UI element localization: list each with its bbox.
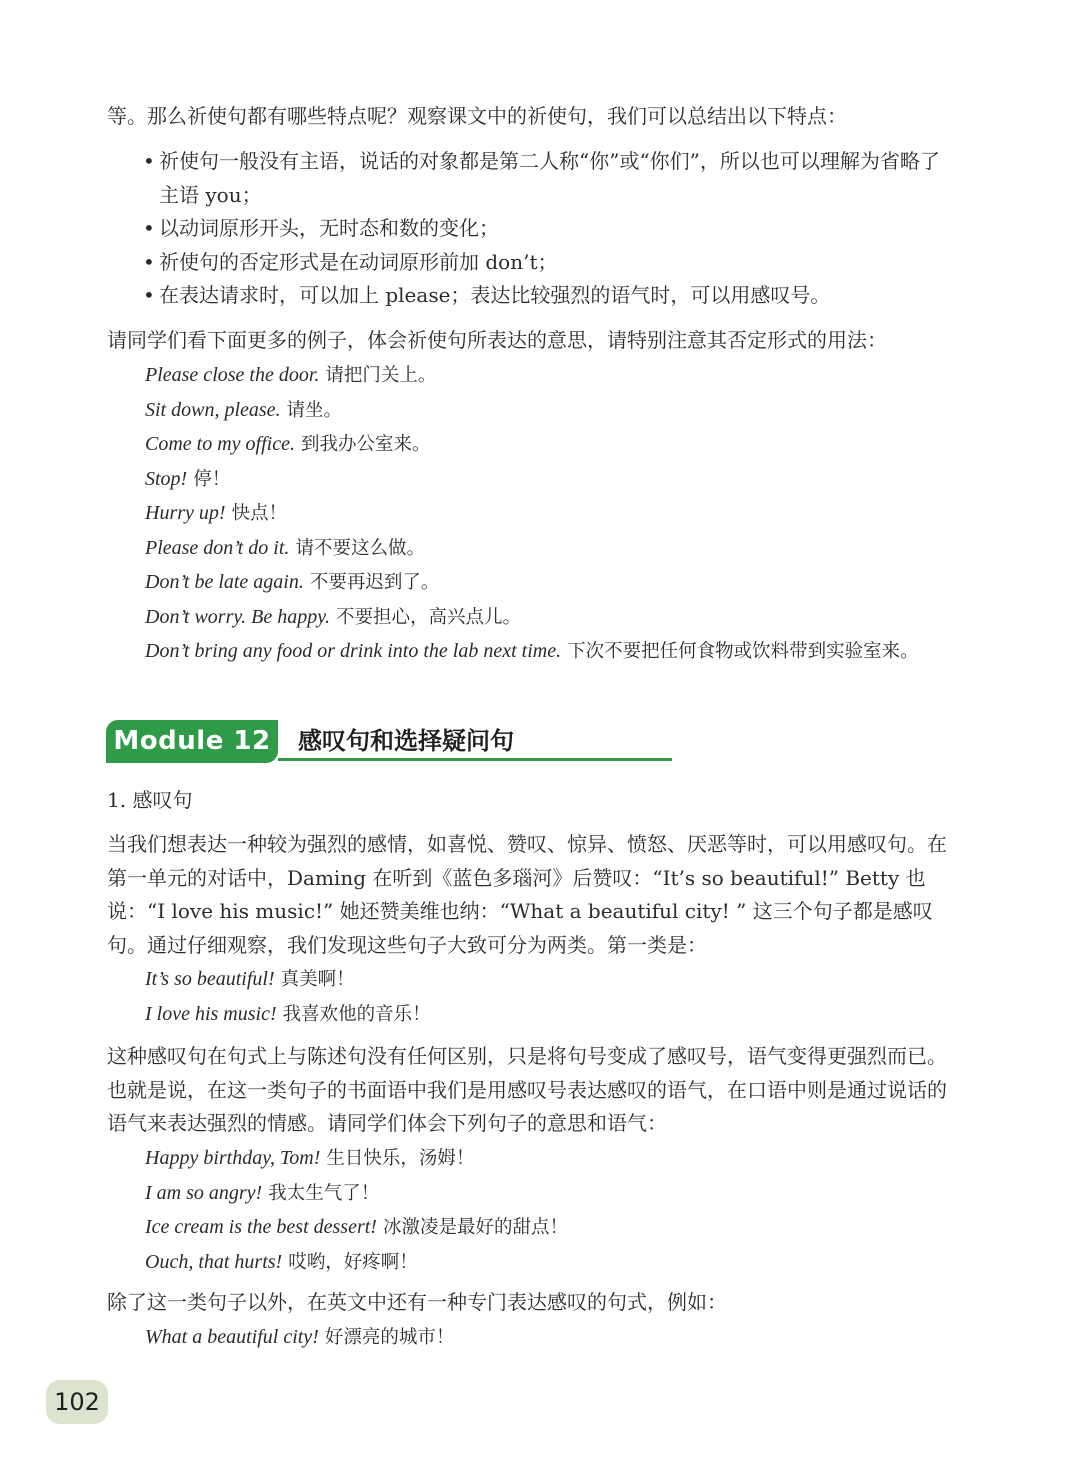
type1-example-list <box>145 962 955 1031</box>
example-item <box>145 427 955 462</box>
example-zh: 快点！ <box>231 503 288 524</box>
example-en: Happy birthday, Tom! <box>145 1147 321 1169</box>
example-zh: 生日快乐，汤姆！ <box>326 1148 475 1169</box>
example-item <box>145 634 955 669</box>
type1-more-example-list <box>145 1141 955 1279</box>
example-item <box>145 462 955 497</box>
example-en: Sit down, please. <box>145 398 281 421</box>
example-item <box>145 1176 955 1211</box>
example-zh: 我太生气了！ <box>268 1182 380 1204</box>
example-item <box>145 1210 955 1245</box>
example-en: Don’t bring any food or drink into the lab next time. <box>145 640 562 662</box>
example-en: Hurry up! <box>145 502 226 524</box>
type1-explanation: 这种感叹句在句式上与陈述句没有任何区别，只是将句号变成了感叹号，语气变得更强烈而已。也就是说，在这一类句子的书面语中我们是用感叹号表达感叹的语气，在口语中则是通过说话的语气来表达强烈的情感。请同学们体会下列句子的意思和语气： <box>107 1044 947 1135</box>
example-zh: 好漂亮的城市！ <box>324 1327 455 1348</box>
page-number: 102 <box>46 1380 108 1424</box>
example-en: I am so angry! <box>145 1181 263 1204</box>
example-en: Ouch, that hurts! <box>145 1250 283 1273</box>
example-zh: 请不要这么做。 <box>295 537 425 559</box>
feature-item: • 祈使句一般没有主语，说话的对象都是第二人称“你”或“你们”，所以也可以理解为省略了主语 you； <box>143 145 953 212</box>
type2-intro: 除了这一类句子以外，在英文中还有一种专门表达感叹的句式，例如： <box>107 1290 727 1314</box>
example-item <box>145 565 955 600</box>
example-zh: 不要再迟到了。 <box>309 572 440 593</box>
feature-item: • 以动词原形开头，无时态和数的变化； <box>143 212 953 246</box>
examples-intro: 请同学们看下面更多的例子，体会祈使句所表达的意思，请特别注意其否定形式的用法： <box>107 328 887 352</box>
example-item <box>145 496 955 531</box>
example-en: Please close the door. <box>145 364 320 386</box>
example-item <box>145 962 955 997</box>
type2-example-list <box>145 1320 955 1355</box>
example-en: It’s so beautiful! <box>145 968 275 990</box>
section-heading: 1. 感叹句 <box>107 788 193 812</box>
feature-item: • 在表达请求时，可以加上 please；表达比较强烈的语气时，可以用感叹号。 <box>143 279 953 313</box>
example-zh: 我喜欢他的音乐！ <box>282 1003 431 1025</box>
example-en: Please don’t do it. <box>145 536 290 559</box>
example-item <box>145 1245 955 1280</box>
feature-item: • 祈使句的否定形式是在动词原形前加 don’t； <box>143 246 953 280</box>
intro-line: 等。那么祈使句都有哪些特点呢？观察课文中的祈使句，我们可以总结出以下特点： <box>107 104 847 128</box>
example-en: What a beautiful city! <box>145 1326 319 1348</box>
example-item <box>145 600 955 635</box>
example-item <box>145 997 955 1032</box>
example-zh: 真美啊！ <box>280 969 355 990</box>
imperative-example-list <box>145 358 955 669</box>
example-item <box>145 358 955 393</box>
example-zh: 不要担心，高兴点儿。 <box>336 606 522 628</box>
section1-paragraph: 当我们想表达一种较为强烈的感情，如喜悦、赞叹、惊异、愤怒、厌恶等时，可以用感叹句。在第一单元的对话中，Daming 在听到《蓝色多瑙河》后赞叹：“It’s so beautiful!” Betty 也说：“I love his music!” 她还赞美维也纳：“What a beautiful city! ” 这三个句子都是感叹句。通过仔细观察，我们发现这些句子大致可分为两类。第一类是： <box>107 832 947 957</box>
module-title: 感叹句和选择疑问句 <box>298 727 514 755</box>
module-header <box>106 720 672 764</box>
example-en: Don’t worry. Be happy. <box>145 605 330 628</box>
example-zh: 冰激凌是最好的甜点！ <box>382 1217 568 1238</box>
example-zh: 下次不要把任何食物或饮料带到实验室来。 <box>567 641 919 662</box>
example-item <box>145 393 955 428</box>
example-item <box>145 1141 955 1176</box>
example-zh: 停！ <box>193 468 231 490</box>
example-zh: 哎哟，好疼啊！ <box>288 1251 418 1273</box>
example-zh: 请坐。 <box>286 399 343 421</box>
feature-list <box>143 145 953 313</box>
module-badge: Module 12 <box>106 720 278 763</box>
example-item <box>145 531 955 566</box>
example-en: Ice cream is the best dessert! <box>145 1216 377 1238</box>
example-zh: 请把门关上。 <box>325 365 437 386</box>
example-item <box>145 1320 955 1355</box>
example-zh: 到我办公室来。 <box>300 434 431 455</box>
example-en: Stop! <box>145 467 188 490</box>
example-en: Come to my office. <box>145 433 295 455</box>
example-en: Don’t be late again. <box>145 571 304 593</box>
example-en: I love his music! <box>145 1002 277 1025</box>
